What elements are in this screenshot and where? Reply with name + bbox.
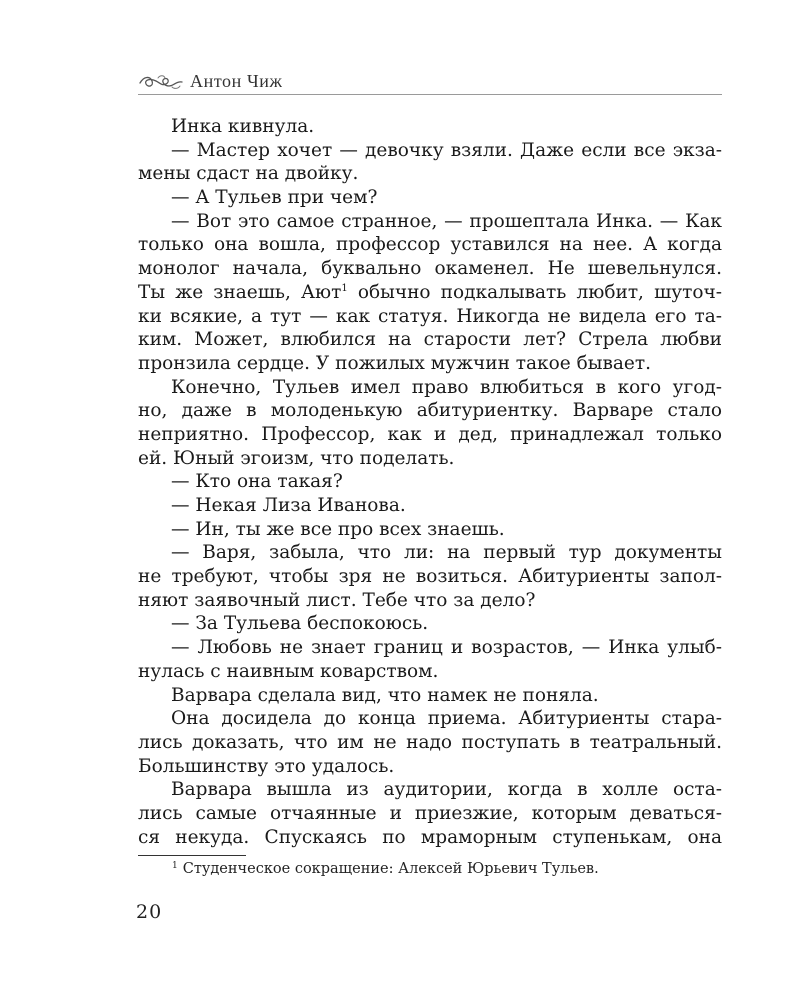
text-line: [138, 802, 722, 826]
text-line: [138, 565, 722, 589]
text-line: [138, 257, 722, 281]
text-line: [138, 115, 722, 139]
footnote-text: Студенческое сокращение: Алексей Юрьевич Тульев.: [182, 861, 599, 877]
text-line-content: — Любовь не знает границ и возрастов, — Инка улыб-: [171, 637, 722, 659]
text-line: [138, 612, 722, 636]
text-line-content: — За Тульева беспокоюсь.: [171, 613, 429, 635]
text-line-content: неприятно. Профессор, как и дед, принадлежал только: [138, 423, 722, 445]
text-line: [138, 447, 722, 471]
footnote-reference: 1: [341, 282, 348, 294]
running-head: [138, 70, 722, 95]
text-line-content: мены сдаст на двойку.: [138, 163, 359, 185]
text-line: [138, 233, 722, 257]
text-line: [138, 328, 722, 352]
text-line: [138, 210, 722, 234]
text-line-content: — Мастер хочет — девочку взяли. Даже если все экза-: [171, 139, 722, 161]
footnote: [172, 861, 599, 877]
text-line-content: не требуют, чтобы зря не возиться. Абитуриенты запол-: [138, 566, 722, 588]
text-line: [138, 494, 722, 518]
text-line-content: — Варя, забыла, что ли: на первый тур документы: [171, 542, 722, 564]
text-line: [138, 778, 722, 802]
text-line: [138, 139, 722, 163]
text-line: [138, 660, 722, 684]
text-line-content: няют заявочный лист. Тебе что за дело?: [138, 589, 536, 611]
page-number: 20: [136, 901, 163, 923]
footnote-rule: [138, 855, 246, 856]
text-line-content: ки всякие, а тут — как статуя. Никогда не видела его та-: [138, 305, 722, 327]
text-line: [138, 305, 722, 329]
text-line-content: нулась с наивным коварством.: [138, 660, 439, 682]
text-line-content: — А Тульев при чем?: [171, 187, 378, 209]
text-line-content: пронзила сердце. У пожилых мужчин такое бывает.: [138, 352, 651, 374]
text-line: [138, 423, 722, 447]
text-line-content: Варвара вышла из аудитории, когда в холле оста-: [171, 779, 722, 801]
text-line-content: но, даже в молоденькую абитуриентку. Варваре стало: [138, 400, 722, 422]
text-line-content: Большинству это удалось.: [138, 755, 395, 777]
text-line-content: Ты же знаешь, Ают: [138, 281, 342, 303]
text-line-content: — Некая Лиза Иванова.: [171, 495, 406, 516]
text-line-content: Она досидела до конца приема. Абитуриенты стара-: [171, 708, 722, 730]
text-line-content: обычно подкалывать любит, шуточ-: [347, 281, 723, 303]
text-line-content: — Кто она такая?: [171, 471, 343, 493]
text-line-content: — Ин, ты же все про всех знаешь.: [171, 518, 505, 540]
footnote-marker: 1: [172, 861, 178, 871]
text-line: [138, 826, 722, 850]
text-line: [138, 281, 722, 305]
text-line: [138, 518, 722, 542]
text-line-content: ей. Юный эгоизм, что поделать.: [138, 447, 455, 469]
author-name: Антон Чиж: [190, 71, 283, 91]
text-line: [138, 731, 722, 755]
text-line: [138, 684, 722, 708]
text-line: [138, 755, 722, 779]
text-line: [138, 162, 722, 186]
text-line-content: лись доказать, что им не надо поступать в театральный.: [138, 731, 722, 753]
text-line: [138, 589, 722, 613]
text-line-content: лись самые отчаянные и приезжие, которым деваться-: [138, 802, 722, 824]
text-line-content: ся некуда. Спускаясь по мраморным ступенькам, она: [138, 826, 722, 848]
text-line-content: только она вошла, профессор уставился на нее. А когда: [138, 234, 722, 256]
text-line-content: Варвара сделала вид, что намек не поняла.: [171, 684, 599, 706]
text-line: [138, 707, 722, 731]
text-line-content: Инка кивнула.: [171, 116, 315, 137]
text-line-content: монолог начала, буквально окаменел. Не шевельнулся.: [138, 258, 722, 280]
text-line-content: ким. Может, влюбился на старости лет? Стрела любви: [138, 329, 722, 351]
text-line: [138, 470, 722, 494]
text-line: [138, 636, 722, 660]
text-line: [138, 352, 722, 376]
text-line-content: Конечно, Тульев имел право влюбиться в кого угод-: [171, 376, 722, 398]
body-text: [138, 115, 722, 849]
text-line-content: — Вот это самое странное, — прошептала Инка. — Как: [171, 210, 722, 232]
text-line: [138, 399, 722, 423]
text-line: [138, 541, 722, 565]
text-line: [138, 376, 722, 400]
flourish-ornament-icon: [138, 72, 184, 92]
text-line: [138, 186, 722, 210]
